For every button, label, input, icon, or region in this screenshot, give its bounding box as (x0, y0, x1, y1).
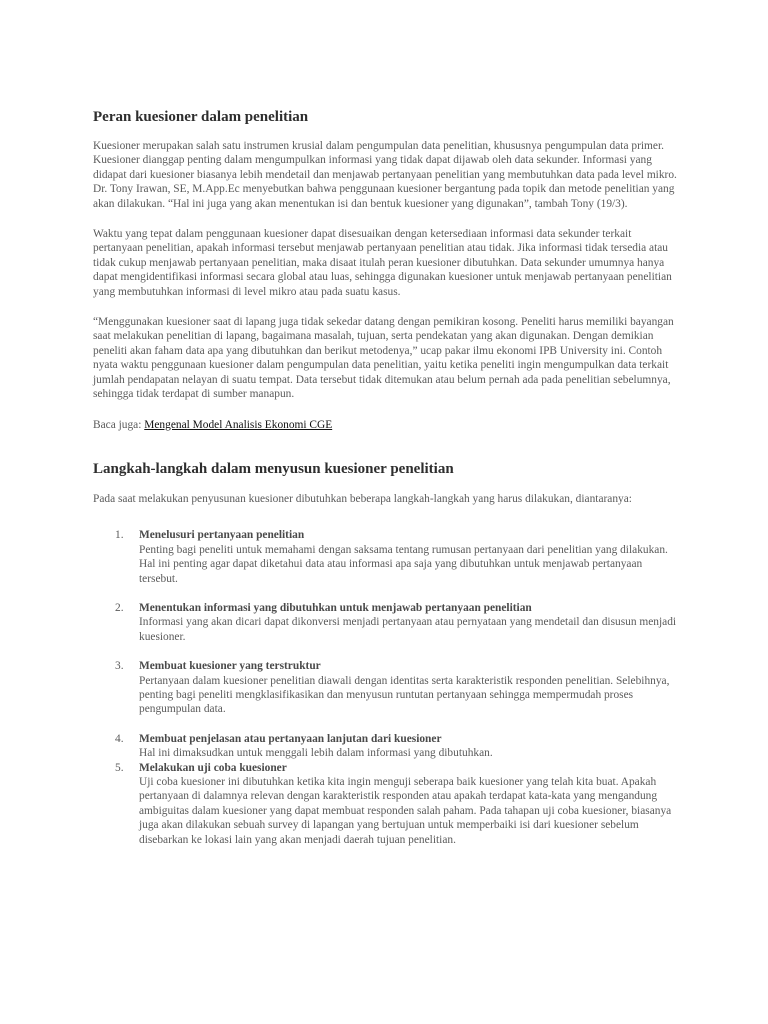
step-title: Menentukan informasi yang dibutuhkan untuk menjawab pertanyaan penelitian (139, 601, 532, 614)
step-description: Hal ini dimaksudkan untuk menggali lebih dalam informasi yang dibutuhkan. (139, 747, 493, 760)
paragraph-1: Kuesioner merupakan salah satu instrumen krusial dalam pengumpulan data penelitian, khususnya pengumpulan data primer. Kuesioner dianggap penting dalam mengumpulkan informasi yang tidak dapat dijawab oleh data sekunder. Informasi yang didapat dari kuesioner biasanya lebih mendetail dan menjawab pertanyaan penelitian yang membutuhkan data pada level mikro. Dr. Tony Irawan, SE, M.App.Ec menyebutkan bahwa penggunaan kuesioner bergantung pada topik dan metode penelitian yang akan dilakukan. “Hal ini juga yang akan menentukan isi dan bentuk kuesioner yang digunakan”, tambah Tony (19/3). (93, 140, 677, 210)
list-item (93, 659, 683, 717)
list-item (93, 732, 683, 761)
steps-list (93, 528, 683, 847)
see-also-prefix: Baca juga: (93, 418, 145, 431)
document-content (93, 108, 683, 847)
see-also-link[interactable]: Mengenal Model Analisis Ekonomi CGE (144, 418, 333, 431)
step-title: Membuat penjelasan atau pertanyaan lanjutan dari kuesioner (139, 732, 442, 745)
step-description: Uji coba kuesioner ini dibutuhkan ketika kita ingin menguji seberapa baik kuesioner yang telah kita buat. Apakah pertanyaan di dalamnya relevan dengan karakteristik responden atau apakah terdapat kata-kata yang mengandung ambiguitas dalam kuesioner yang dapat membuat responden salah paham. Pada tahapan uji coba kuesioner, biasanya juga akan dilakukan sebuah survey di lapangan yang bertujuan untuk memperbaiki isi dari kuesioner sebelum disebarkan ke lokasi lain yang akan menjadi daerah tujuan penelitian. (139, 776, 672, 846)
list-item (93, 761, 683, 847)
steps-intro: Pada saat melakukan penyusunan kuesioner dibutuhkan beberapa langkah-langkah yang harus dilakukan, diantaranya: (93, 492, 632, 505)
step-title: Menelusuri pertanyaan penelitian (139, 529, 305, 542)
step-title: Membuat kuesioner yang terstruktur (139, 660, 321, 673)
see-also-line (93, 418, 683, 432)
paragraph-2: Waktu yang tepat dalam penggunaan kuesioner dapat disesuaikan dengan ketersediaan informasi data sekunder terkait pertanyaan penelitian, apakah informasi tersebut menjawab pertanyaan penelitian atau tidak. Jika informasi tidak tersedia atau tidak cukup menjawab pertanyaan penelitian, maka disaat itulah peran kuesioner dibutuhkan. Data sekunder umumnya hanya dapat mengidentifikasi informasi secara global atau luas, sehingga digunakan kuesioner untuk menjawab pertanyaan penelitian yang membutuhkan informasi di level mikro atau pada suatu kasus. (93, 228, 672, 298)
section-heading-langkah: Langkah-langkah dalam menyusun kuesioner penelitian (93, 460, 454, 477)
step-number: 2. (115, 601, 124, 614)
list-item (93, 601, 683, 644)
step-description: Informasi yang akan dicari dapat dikonversi menjadi pertanyaan atau pernyataan yang mendetail dan disusun menjadi kuesioner. (139, 616, 677, 643)
step-number: 3. (115, 660, 124, 673)
step-description: Pertanyaan dalam kuesioner penelitian diawali dengan identitas serta karakteristik responden penelitian. Selebihnya, penting bagi peneliti mengklasifikasikan dan menyusun runtutan pertanyaan sehingga mempermudah proses pengumpulan data. (139, 674, 670, 716)
paragraph-3: “Menggunakan kuesioner saat di lapang juga tidak sekedar datang dengan pemikiran kosong. Peneliti harus memiliki bayangan saat melakukan penelitian di lapang, bagaimana masalah, tujuan, serta pendekatan yang akan digunakan. Dengan demikian peneliti akan faham data apa yang dibutuhkan dan berikut metodenya,” ucap pakar ilmu ekonomi IPB University ini. Contoh nyata waktu penggunaan kuesioner dalam pengumpulan data penelitian, yaitu ketika peneliti ingin mengumpulkan data terkait jumlah pendapatan nelayan di suatu tempat. Data tersebut tidak ditemukan atau belum pernah ada pada penelitian sebelumnya, sehingga tidak terdapat di sumber manapun. (93, 316, 674, 401)
step-number: 5. (115, 761, 124, 774)
list-item (93, 528, 683, 586)
section-heading-peran: Peran kuesioner dalam penelitian (93, 109, 309, 125)
step-number: 4. (115, 732, 124, 745)
step-title: Melakukan uji coba kuesioner (139, 761, 287, 774)
step-description: Penting bagi peneliti untuk memahami dengan saksama tentang rumusan pertanyaan dari penelitian yang dilakukan. Hal ini penting agar dapat diketahui data atau informasi apa saja yang dibutuhkan untuk menjawab pertanyaan tersebut. (139, 543, 668, 585)
step-number: 1. (115, 529, 124, 542)
